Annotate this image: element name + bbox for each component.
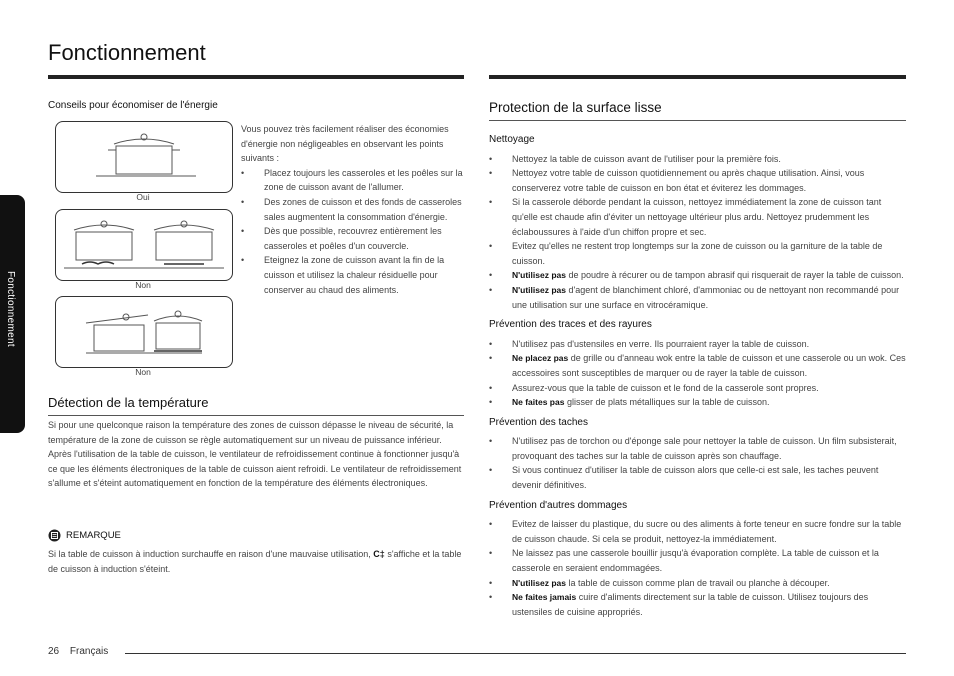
illustration-correct-pot: [55, 121, 233, 193]
list-item: • Ne placez pas de grille ou d'anneau wok entre la table de cuisson et une casserole ou un wok. Ces accessoires sont susceptibles de marquer ou de rayer la table de cuisson.: [489, 351, 909, 380]
energy-heading: Conseils pour économiser de l'énergie: [48, 100, 218, 111]
pot-lid-mismatch-icon: [56, 297, 232, 367]
title-rule-left: [48, 75, 464, 79]
pot-on-zone-icon: [56, 122, 232, 192]
page-number: 26: [48, 646, 60, 657]
list-item: • Nettoyez la table de cuisson avant de l'utiliser pour la première fois.: [489, 152, 909, 167]
list-item: • Si vous continuez d'utiliser la table de cuisson alors que celle-ci est sale, les taches peuvent devenir définitives.: [489, 463, 909, 492]
energy-text: [241, 122, 465, 297]
caption-non-2: Non: [135, 367, 151, 377]
note-text: [48, 547, 468, 576]
note-label: REMARQUE: [66, 530, 121, 541]
rayures-list: [489, 337, 909, 410]
caption-oui: Oui: [136, 192, 150, 202]
list-item: • N'utilisez pas de torchon ou d'éponge sale pour nettoyer la table de cuisson. Un film subsisterait, provoquant des taches sur la table de cuisson après son chauffage.: [489, 434, 909, 463]
list-item: • N'utilisez pas de poudre à récurer ou de tampon abrasif qui risquerait de rayer la table de cuisson.: [489, 268, 909, 283]
nettoyage-list: [489, 152, 909, 313]
note-text-after: s'affiche et la table de cuisson à induction s'éteint.: [48, 549, 462, 574]
list-item: • Evitez de laisser du plastique, du sucre ou des aliments à forte teneur en sucre fondre sur la table de cuisson chaude. Si cela se produit, nettoyez-la immédiatement.: [489, 517, 909, 546]
temperature-paragraph: Si pour une quelconque raison la température des zones de cuisson dépasse le niveau de sécurité, la température de la zone de cuisson se règle automatiquement sur un niveau de puissance inférieur.: [48, 420, 454, 445]
list-item: • Des zones de cuisson et des fonds de casseroles sales augmentent la consommation d'énergie.: [241, 195, 465, 224]
list-item: • Si la casserole déborde pendant la cuisson, nettoyez immédiatement la zone de cuisson tant qu'elle est chaude afin d'éviter un nettoyage ultérieur plus ardu. Nettoyez prudemment les éclaboussures à l'aide d'un chiffon propre et sec.: [489, 195, 909, 239]
note-text-before: Si la table de cuisson à induction surchauffe en raison d'une mauvaise utilisation,: [48, 549, 371, 559]
page-title: Fonctionnement: [48, 40, 206, 65]
section-side-tab: [0, 195, 25, 433]
list-item: • Assurez-vous que la table de cuisson et le fond de la casserole sont propres.: [489, 381, 909, 396]
temperature-rule: [48, 415, 464, 416]
list-item: • Nettoyez votre table de cuisson quotidiennement ou après chaque utilisation. Ainsi, vous conserverez votre table de cuisson en bon état et éviterez les dommages.: [489, 166, 909, 195]
list-item: • Ne faites pas glisser de plats métalliques sur la table de cuisson.: [489, 395, 909, 410]
footer-language: Français: [69, 646, 109, 657]
list-item: • Ne faites jamais cuire d'aliments directement sur la table de cuisson. Utilisez toujours des ustensiles de cuisine appropriés.: [489, 590, 909, 619]
energy-list: [241, 166, 465, 297]
dommages-list: [489, 517, 909, 619]
taches-list: [489, 434, 909, 492]
temperature-text: [48, 418, 468, 491]
temperature-paragraph: Après l'utilisation de la table de cuisson, le ventilateur de refroidissement continue à fonctionner jusqu'à ce que les éléments électroniques de la table de cuisson aient refroidi. Le ventilateur de refroidissement s'allume et s'éteint automatiquement en fonction de la température des éléments électroniques.: [48, 449, 462, 489]
section-title-taches: Prévention des taches: [489, 416, 588, 428]
surface-content: [489, 133, 909, 619]
list-item: • Evitez qu'elles ne restent trop longtemps sur la zone de cuisson ou la garniture de la table de cuisson.: [489, 239, 909, 268]
energy-intro: Vous pouvez très facilement réaliser des économies d'énergie non négligeables en observant les points suivants :: [241, 124, 449, 164]
section-title-dommages: Prévention d'autres dommages: [489, 499, 628, 511]
overheat-symbol: C‡: [373, 549, 385, 559]
list-item: • Dès que possible, recouvrez entièrement les casseroles et poêles d'un couvercle.: [241, 224, 465, 253]
caption-non-1: Non: [135, 280, 151, 290]
side-tab-label: Fonctionnement: [5, 271, 16, 347]
note-header: [48, 529, 121, 542]
page-footer: [48, 646, 108, 657]
note-icon: [48, 529, 61, 542]
title-rule-right: [489, 75, 906, 79]
list-item: • Placez toujours les casseroles et les poêles sur la zone de cuisson avant de l'allumer.: [241, 166, 465, 195]
illustration-wrong-size: [55, 209, 233, 281]
section-title-nettoyage: Nettoyage: [489, 134, 535, 145]
illustration-wrong-lid: [55, 296, 233, 368]
list-item: • Eteignez la zone de cuisson avant la fin de la cuisson et utilisez la chaleur résiduelle pour conserver au chaud des aliments.: [241, 253, 465, 297]
list-item: • N'utilisez pas d'agent de blanchiment chloré, d'ammoniac ou de nettoyant non recommandé pour une utilisation sur une surface en vitrocéramique.: [489, 283, 909, 312]
list-item: • N'utilisez pas d'ustensiles en verre. Ils pourraient rayer la table de cuisson.: [489, 337, 909, 352]
list-item: • Ne laissez pas une casserole bouillir jusqu'à évaporation complète. La table de cuisson et la casserole en seraient endommagées.: [489, 546, 909, 575]
footer-rule: [125, 653, 906, 654]
list-item: • N'utilisez pas la table de cuisson comme plan de travail ou planche à découper.: [489, 576, 909, 591]
surface-heading: Protection de la surface lisse: [489, 100, 662, 115]
section-title-rayures: Prévention des traces et des rayures: [489, 319, 652, 331]
temperature-heading: Détection de la température: [48, 395, 209, 410]
pot-size-mismatch-icon: [56, 210, 232, 280]
surface-rule: [489, 120, 906, 121]
